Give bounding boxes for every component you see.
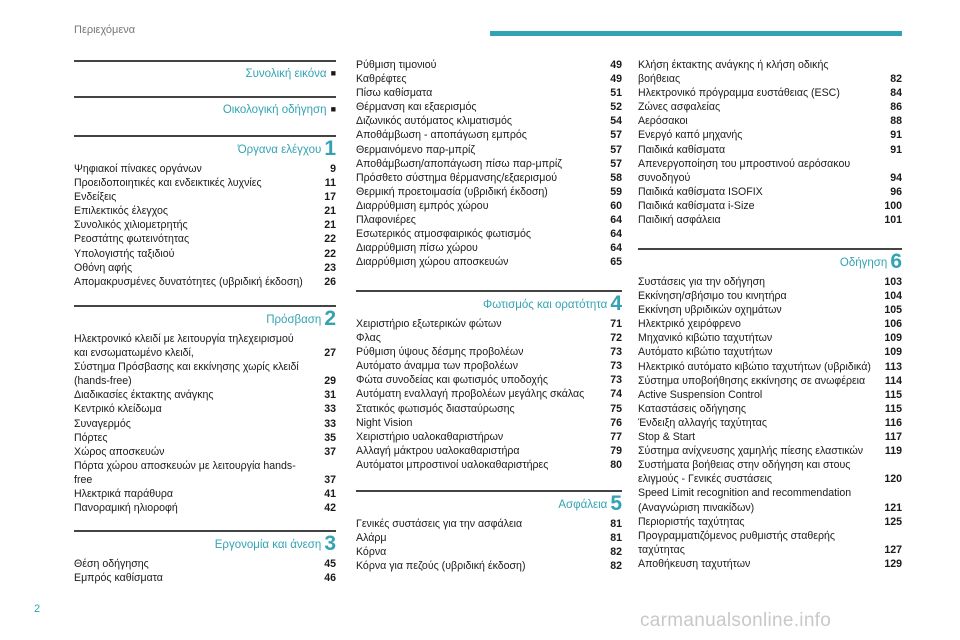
toc-entry-title: Stop & Start: [638, 431, 696, 444]
toc-entry-title: Θέση οδήγησης: [74, 558, 149, 570]
toc-entry-page: 64: [610, 228, 622, 241]
section-title: [74, 532, 336, 555]
toc-entry-title: Θέρμανση και εξαερισμός: [356, 101, 477, 114]
toc-entry-title: Καθρέφτες: [356, 73, 407, 86]
toc-entry-page: 91: [890, 143, 902, 156]
toc-entry[interactable]: [638, 86, 902, 100]
square-marker-icon: ■: [330, 104, 336, 114]
toc-entry-page: 115: [884, 402, 902, 415]
toc-entry[interactable]: [638, 143, 902, 157]
toc-entry[interactable]: [356, 317, 622, 331]
toc-entry[interactable]: [74, 176, 336, 190]
toc-entry[interactable]: [356, 114, 622, 128]
page-number: 2: [34, 603, 41, 615]
entry-list: [356, 317, 622, 472]
toc-entry[interactable]: [356, 157, 622, 171]
toc-entry[interactable]: [356, 444, 622, 458]
toc-entry[interactable]: [638, 374, 902, 388]
toc-entry-page: 58: [610, 171, 622, 184]
section-rule: [74, 305, 336, 307]
toc-entry-page: 22: [324, 233, 336, 246]
toc-entry-title: Γενικές συστάσεις για την ασφάλεια: [356, 518, 523, 530]
section-rule: [356, 290, 622, 292]
toc-entry-title: Active Suspension Control: [638, 388, 763, 401]
toc-entry[interactable]: [356, 387, 622, 401]
toc-entry-title: Προειδοποιητικές και ενδεικτικές λυχνίες: [74, 177, 262, 190]
entry-list: [74, 557, 336, 585]
toc-entry[interactable]: [356, 58, 622, 72]
toc-entry-page: 117: [884, 431, 902, 444]
toc-entry-page: 91: [890, 129, 902, 142]
toc-entry-title: Διαρρύθμιση εμπρός χώρου: [356, 199, 489, 212]
toc-entry[interactable]: [356, 430, 622, 444]
toc-entry[interactable]: [638, 58, 902, 86]
toc-entry-page: 33: [324, 417, 336, 430]
toc-entry[interactable]: [74, 501, 336, 515]
toc-entry[interactable]: [74, 162, 336, 176]
toc-entry[interactable]: [74, 445, 336, 459]
watermark: carmanualsonline.info: [640, 610, 832, 631]
toc-entry-page: 37: [324, 473, 336, 486]
toc-entry[interactable]: [638, 317, 902, 331]
toc-entry-title: Απενεργοποίηση του μπροστινού αερόσακου συνοδηγού: [638, 157, 851, 184]
toc-entry-page: 57: [610, 157, 622, 170]
section-title: [74, 64, 336, 82]
toc-entry-title: Αποθάμβωση/αποπάγωση πίσω παρ-μπρίζ: [356, 157, 562, 170]
section-5: [356, 490, 622, 573]
section-1: [74, 135, 336, 289]
toc-entry-page: 81: [610, 532, 622, 545]
toc-entry[interactable]: [74, 261, 336, 275]
toc-entry-title: Εμπρός καθίσματα: [74, 572, 163, 585]
section-title-text: Οικολογική οδήγηση: [222, 104, 327, 116]
toc-entry-title: Ηλεκτρικά παράθυρα: [74, 488, 174, 501]
toc-entry-title: Διαρρύθμιση χώρου αποσκευών: [356, 256, 509, 269]
toc-entry-page: 81: [610, 518, 622, 530]
toc-entry-page: 21: [324, 205, 336, 218]
toc-entry[interactable]: [638, 557, 902, 571]
toc-entry-page: 73: [610, 346, 622, 359]
toc-entry-page: 116: [884, 416, 902, 429]
section-title: [74, 100, 336, 118]
section-number: 2: [324, 307, 336, 330]
toc-entry[interactable]: [356, 241, 622, 255]
section-rule: [74, 135, 336, 137]
toc-entry[interactable]: [638, 444, 902, 458]
toc-entry-title: Κεντρικό κλείδωμα: [74, 403, 162, 416]
toc-entry[interactable]: [356, 213, 622, 227]
toc-entry[interactable]: [638, 100, 902, 114]
toc-entry-page: 72: [610, 332, 622, 345]
toc-entry[interactable]: [356, 458, 622, 472]
toc-entry-page: 31: [324, 389, 336, 402]
toc-entry-title: Αυτόματη εναλλαγή προβολέων μεγάλης σκάλας: [356, 388, 585, 401]
toc-entry-page: 46: [324, 572, 336, 585]
toc-entry[interactable]: [356, 402, 622, 416]
toc-entry[interactable]: [74, 388, 336, 402]
toc-entry-title: Κλήση έκτακτης ανάγκης ή κλήση οδικής βοήθειας: [638, 59, 829, 86]
toc-entry-title: Αποθήκευση ταχυτήτων: [638, 557, 751, 570]
toc-entry[interactable]: [356, 559, 622, 573]
toc-entry[interactable]: [356, 199, 622, 213]
toc-entry-title: Αλάρμ: [356, 532, 387, 545]
entry-list: [74, 332, 336, 515]
toc-entry-page: 54: [610, 115, 622, 128]
entry-list: [356, 58, 622, 269]
toc-entry-title: Ηλεκτρονικό κλειδί με λειτουργία τηλεχειρισμού και ενσωματωμένο κλειδί,: [74, 333, 294, 360]
toc-entry[interactable]: [638, 458, 902, 486]
entry-list: [638, 275, 902, 571]
toc-entry[interactable]: [74, 360, 336, 388]
toc-entry[interactable]: [638, 345, 902, 359]
section-title: [356, 492, 622, 515]
section-number: 6: [890, 250, 902, 273]
toc-entry[interactable]: [356, 255, 622, 269]
toc-entry-title: Εσωτερικός ατμοσφαιρικός φωτισμός: [356, 228, 531, 241]
toc-entry[interactable]: [356, 227, 622, 241]
toc-entry-title: Αλλαγή μάκτρου υαλοκαθαριστήρα: [356, 444, 520, 457]
toc-entry[interactable]: [356, 345, 622, 359]
section-rule: [74, 60, 336, 62]
toc-entry-page: 59: [610, 185, 622, 198]
toc-entry[interactable]: [356, 531, 622, 545]
toc-entry-title: Θερμαινόμενο παρ-μπρίζ: [356, 143, 476, 156]
toc-entry[interactable]: [356, 517, 622, 531]
toc-entry[interactable]: [638, 331, 902, 345]
section-title-text: Φωτισμός και ορατότητα: [483, 299, 608, 311]
toc-entry-title: Ρύθμιση ύψους δέσμης προβολέων: [356, 346, 524, 359]
toc-entry-page: 76: [610, 416, 622, 429]
header-label: Περιεχόμενα: [74, 24, 136, 36]
section-rule: [74, 96, 336, 98]
toc-entry-page: 106: [884, 318, 902, 331]
section-number: 3: [324, 532, 336, 555]
toc-entry-page: 64: [610, 214, 622, 227]
toc-entry-title: Χειριστήριο υαλοκαθαριστήρων: [356, 430, 504, 443]
square-marker-icon: ■: [330, 68, 336, 78]
toc-entry[interactable]: [356, 416, 622, 430]
toc-entry[interactable]: [74, 431, 336, 445]
toc-entry-page: 11: [324, 177, 336, 190]
toc-entry-title: Αποθάμβωση - αποπάγωση εμπρός: [356, 129, 527, 142]
toc-entry-page: 23: [324, 261, 336, 274]
toc-entry-title: Σύστημα ανίχνευσης χαμηλής πίεσης ελαστικών: [638, 445, 864, 458]
toc-entry-page: 71: [610, 318, 622, 330]
toc-entry[interactable]: [638, 128, 902, 142]
toc-entry-page: 120: [884, 473, 902, 486]
toc-entry-title: Πίσω καθίσματα: [356, 87, 433, 100]
toc-entry-page: 26: [324, 275, 336, 288]
toc-entry[interactable]: [638, 402, 902, 416]
toc-entry-page: 82: [610, 546, 622, 559]
section-title: [638, 250, 902, 273]
toc-entry-title: Καταστάσεις οδήγησης: [638, 402, 746, 415]
toc-entry-title: Κόρνα για πεζούς (υβριδική έκδοση): [356, 560, 526, 573]
toc-entry-title: Περιοριστής ταχύτητας: [638, 515, 745, 528]
toc-entry[interactable]: [356, 86, 622, 100]
toc-entry-page: 96: [890, 185, 902, 198]
toc-entry-title: Διαδικασίες έκτακτης ανάγκης: [74, 389, 214, 402]
toc-entry-page: 33: [324, 403, 336, 416]
toc-entry-title: Επιλεκτικός έλεγχος: [74, 205, 169, 218]
toc-entry-title: Χώρος αποσκευών: [74, 445, 165, 458]
toc-entry-title: Παιδικά καθίσματα: [638, 143, 726, 156]
toc-entry-title: Πόρτα χώρου αποσκευών με λειτουργία hands-free: [74, 459, 296, 486]
toc-entry-page: 101: [884, 214, 902, 227]
toc-entry-title: Συναγερμός: [74, 417, 131, 430]
toc-entry-page: 73: [610, 374, 622, 387]
toc-entry-title: Night Vision: [356, 416, 413, 429]
toc-entry-title: Speed Limit recognition and recommendation (Αναγνώριση πινακίδων): [638, 487, 852, 514]
toc-entry[interactable]: [74, 459, 336, 487]
toc-entry-page: 27: [324, 347, 336, 360]
header-accent-bar: [490, 31, 902, 36]
section-4: [356, 290, 622, 472]
toc-entry-page: 94: [890, 171, 902, 184]
toc-entry-title: Πανοραμική ηλιοροφή: [74, 502, 178, 515]
toc-entry-title: Πόρτες: [74, 431, 108, 444]
toc-entry-page: 113: [884, 360, 902, 373]
toc-entry-page: 129: [884, 557, 902, 570]
toc-entry-page: 79: [610, 444, 622, 457]
section-eco-driving[interactable]: [74, 96, 336, 118]
section-6: [638, 248, 902, 571]
section-number: 1: [324, 137, 336, 160]
section-title-text: Πρόσβαση: [266, 314, 322, 326]
toc-entry[interactable]: [74, 487, 336, 501]
toc-entry[interactable]: [638, 303, 902, 317]
toc-entry-page: 121: [884, 501, 902, 514]
toc-entry-page: 57: [610, 143, 622, 156]
toc-entry-title: Αερόσακοι: [638, 115, 688, 128]
toc-entry-page: 41: [324, 488, 336, 501]
toc-entry-page: 109: [884, 346, 902, 359]
toc-entry-title: Ηλεκτρικό χειρόφρενο: [638, 318, 741, 331]
toc-entry[interactable]: [638, 199, 902, 213]
toc-entry[interactable]: [74, 204, 336, 218]
toc-entry[interactable]: [638, 157, 902, 185]
toc-entry-page: 45: [324, 558, 336, 570]
section-title-text: Οδήγηση: [839, 257, 888, 269]
toc-entry[interactable]: [638, 486, 902, 514]
toc-entry-page: 114: [884, 374, 902, 387]
section-2: [74, 305, 336, 515]
toc-entry-title: Στατικός φωτισμός διασταύρωσης: [356, 402, 515, 415]
section-title-text: Ασφάλεια: [558, 499, 608, 511]
toc-entry[interactable]: [356, 128, 622, 142]
toc-entry-title: Πλαφονιέρες: [356, 214, 416, 227]
toc-entry-page: 74: [610, 388, 622, 401]
entry-list: [74, 162, 336, 289]
toc-entry-title: Χειριστήριο εξωτερικών φώτων: [356, 318, 502, 330]
toc-entry[interactable]: [356, 359, 622, 373]
toc-entry-title: Διαρρύθμιση πίσω χώρου: [356, 242, 478, 255]
toc-entry[interactable]: [356, 331, 622, 345]
toc-entry-title: Ενδείξεις: [74, 191, 117, 204]
toc-entry-title: Ρύθμιση τιμονιού: [356, 59, 437, 71]
toc-entry-page: 64: [610, 242, 622, 255]
toc-entry[interactable]: [74, 232, 336, 246]
toc-entry-title: Μηχανικό κιβώτιο ταχυτήτων: [638, 332, 773, 345]
toc-entry[interactable]: [356, 143, 622, 157]
toc-entry[interactable]: [74, 402, 336, 416]
toc-entry-page: 84: [890, 87, 902, 100]
section-title-text: Συνολική εικόνα: [245, 68, 327, 80]
section-rule: [356, 490, 622, 492]
toc-entry-page: 21: [324, 219, 336, 232]
toc-entry-title: Εκκίνηση/σβήσιμο του κινητήρα: [638, 290, 787, 303]
toc-entry-page: 22: [324, 247, 336, 260]
toc-entry-title: Συστήματα βοήθειας στην οδήγηση και στους ελιγμούς - Γενικές συστάσεις: [638, 459, 851, 486]
section-5-continued: [638, 54, 902, 227]
toc-entry-title: Ηλεκτρονικό πρόγραμμα ευστάθειας (ESC): [638, 87, 840, 100]
toc-entry-title: Εκκίνηση υβριδικών οχημάτων: [638, 304, 782, 317]
entry-list: [638, 58, 902, 227]
section-overview[interactable]: [74, 60, 336, 82]
toc-entry[interactable]: [638, 529, 902, 557]
toc-entry-page: 37: [324, 445, 336, 458]
toc-entry[interactable]: [74, 247, 336, 261]
toc-entry-title: Πρόσθετο σύστημα θέρμανσης/εξαερισμού: [356, 171, 558, 184]
toc-entry-page: 105: [884, 304, 902, 317]
toc-entry-page: 49: [610, 59, 622, 71]
toc-entry-page: 57: [610, 129, 622, 142]
toc-entry-page: 73: [610, 360, 622, 373]
toc-entry-title: Διζωνικός αυτόματος κλιματισμός: [356, 115, 512, 128]
section-3-continued: [356, 54, 622, 269]
toc-entry-page: 127: [884, 543, 902, 556]
section-title-text: Όργανα ελέγχου: [237, 144, 322, 156]
toc-entry[interactable]: [638, 275, 902, 289]
toc-entry-page: 49: [610, 73, 622, 86]
toc-entry-page: 42: [324, 502, 336, 515]
toc-entry-page: 115: [884, 388, 902, 401]
toc-entry-page: 29: [324, 375, 336, 388]
toc-entry-page: 17: [324, 191, 336, 204]
toc-entry-page: 60: [610, 199, 622, 212]
toc-entry-page: 52: [610, 101, 622, 114]
toc-entry-page: 109: [884, 332, 902, 345]
toc-entry-title: Οθόνη αφής: [74, 261, 133, 274]
toc-entry[interactable]: [74, 332, 336, 360]
toc-entry-title: Αυτόματο άναμμα των προβολέων: [356, 360, 518, 373]
toc-entry[interactable]: [638, 360, 902, 374]
toc-entry[interactable]: [356, 373, 622, 387]
toc-entry-title: Ηλεκτρικό αυτόματο κιβώτιο ταχυτήτων (υβριδικά): [638, 360, 871, 373]
section-rule: [74, 530, 336, 532]
toc-entry[interactable]: [356, 100, 622, 114]
section-title: [74, 307, 336, 330]
toc-entry[interactable]: [74, 190, 336, 204]
toc-entry-title: Αυτόματοι μπροστινοί υαλοκαθαριστήρες: [356, 458, 549, 471]
toc-entry[interactable]: [638, 185, 902, 199]
toc-entry-page: 125: [884, 515, 902, 528]
toc-entry[interactable]: [638, 515, 902, 529]
toc-entry[interactable]: [638, 213, 902, 227]
toc-entry-page: 65: [610, 256, 622, 269]
toc-entry[interactable]: [356, 185, 622, 199]
toc-entry-title: Θερμική προετοιμασία (υβριδική έκδοση): [356, 185, 548, 198]
toc-entry-title: Ψηφιακοί πίνακες οργάνων: [74, 163, 202, 175]
toc-entry[interactable]: [356, 72, 622, 86]
section-title-text: Εργονομία και άνεση: [214, 539, 322, 551]
toc-entry[interactable]: [356, 545, 622, 559]
toc-entry[interactable]: [638, 289, 902, 303]
toc-entry-title: Κόρνα: [356, 546, 387, 559]
toc-entry[interactable]: [74, 557, 336, 571]
section-title: [74, 137, 336, 160]
toc-entry-title: Προγραμματιζόμενος ρυθμιστής σταθερής ταχύτητας: [638, 529, 835, 556]
toc-entry-title: Ενεργό καπό μηχανής: [638, 129, 743, 142]
section-number: 4: [610, 292, 622, 315]
toc-entry-title: Σύστημα Πρόσβασης και εκκίνησης χωρίς κλειδί (hands-free): [74, 361, 299, 388]
toc-entry-page: 77: [610, 430, 622, 443]
toc-entry-page: 88: [890, 115, 902, 128]
toc-entry-title: Συνολικός χιλιομετρητής: [74, 219, 188, 232]
toc-entry[interactable]: [638, 388, 902, 402]
toc-entry-page: 82: [610, 560, 622, 573]
toc-entry[interactable]: [74, 417, 336, 431]
section-3: [74, 530, 336, 585]
toc-entry-title: Φώτα συνοδείας και φωτισμός υποδοχής: [356, 374, 548, 387]
toc-entry[interactable]: [638, 114, 902, 128]
toc-entry[interactable]: [74, 275, 336, 289]
section-title: [356, 292, 622, 315]
toc-entry-title: Αυτόματο κιβώτιο ταχυτήτων: [638, 346, 773, 359]
toc-entry-page: 86: [890, 101, 902, 114]
toc-entry-page: 80: [610, 458, 622, 471]
toc-entry-page: 100: [884, 199, 902, 212]
toc-entry-page: 82: [890, 73, 902, 86]
toc-entry-title: Ρεοστάτης φωτεινότητας: [74, 233, 190, 246]
toc-entry-title: Υπολογιστής ταξιδιού: [74, 247, 175, 260]
toc-entry-title: Φλας: [356, 332, 381, 345]
toc-entry[interactable]: [638, 430, 902, 444]
toc-entry-title: Παιδική ασφάλεια: [638, 214, 721, 227]
toc-entry-title: Παιδικά καθίσματα i-Size: [638, 199, 755, 212]
toc-entry-page: 9: [330, 163, 336, 175]
toc-entry-page: 51: [610, 87, 622, 100]
toc-entry-title: Σύστημα υποβοήθησης εκκίνησης σε ανωφέρεια: [638, 374, 866, 387]
toc-entry-page: 104: [884, 290, 902, 303]
section-rule: [638, 248, 902, 250]
toc-entry-page: 35: [324, 431, 336, 444]
toc-entry-page: 75: [610, 402, 622, 415]
toc-entry-title: Ένδειξη αλλαγής ταχύτητας: [638, 416, 767, 429]
toc-entry[interactable]: [74, 571, 336, 585]
toc-entry-page: 103: [884, 276, 902, 288]
toc-entry-title: Ζώνες ασφαλείας: [638, 101, 721, 114]
toc-entry-title: Απομακρυσμένες δυνατότητες (υβριδική έκδοση): [74, 275, 303, 288]
entry-list: [356, 517, 622, 573]
section-number: 5: [610, 492, 622, 515]
toc-entry[interactable]: [356, 171, 622, 185]
toc-entry-page: 119: [884, 445, 902, 458]
toc-entry-title: Συστάσεις για την οδήγηση: [638, 276, 766, 288]
toc-entry[interactable]: [74, 218, 336, 232]
toc-entry[interactable]: [638, 416, 902, 430]
toc-entry-title: Παιδικά καθίσματα ISOFIX: [638, 185, 763, 198]
